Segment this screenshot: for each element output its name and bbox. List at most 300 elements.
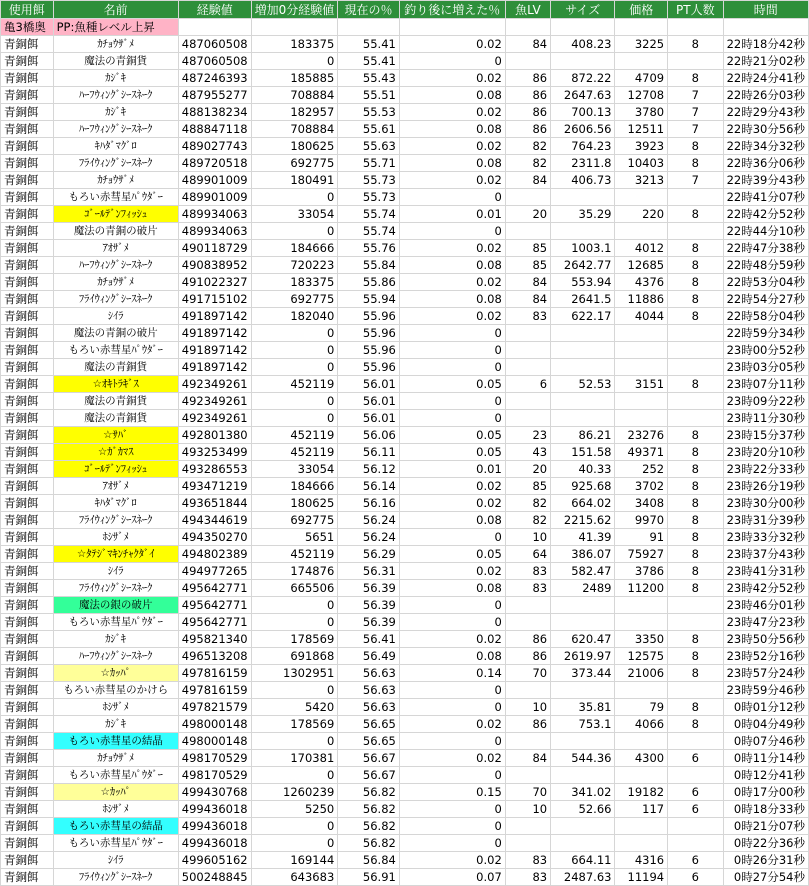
fish-level-cell: 85 [505, 478, 550, 495]
table-row [1, 801, 809, 818]
fish-name-cell: ｶﾁｮｳｻﾞﾒ [53, 172, 178, 189]
exp-gain-cell: 0 [251, 393, 338, 410]
exp-cell: 489027743 [178, 138, 251, 155]
fish-level-cell [505, 393, 550, 410]
header-cell: 経験値 [178, 1, 251, 19]
size-cell [551, 410, 615, 427]
percent-cell: 55.96 [338, 342, 400, 359]
exp-cell: 487955277 [178, 87, 251, 104]
exp-gain-cell: 692775 [251, 512, 338, 529]
size-cell: 553.94 [551, 274, 615, 291]
exp-gain-cell: 183375 [251, 274, 338, 291]
exp-cell: 490118729 [178, 240, 251, 257]
exp-cell: 488138234 [178, 104, 251, 121]
table-row [1, 716, 809, 733]
fish-name-cell: もろい赤彗星の結晶 [53, 733, 178, 750]
bait-cell: 青銅餌 [1, 308, 54, 325]
exp-cell: 497821579 [178, 699, 251, 716]
fish-name-cell: ｼｲﾗ [53, 852, 178, 869]
percent-cell: 56.65 [338, 733, 400, 750]
header-row [1, 1, 809, 19]
exp-gain-cell: 0 [251, 614, 338, 631]
table-row [1, 189, 809, 206]
price-cell: 3350 [615, 631, 668, 648]
bait-cell: 青銅餌 [1, 189, 54, 206]
fish-name-cell: ☆ｶﾞｶﾏｽ [53, 444, 178, 461]
size-cell: 151.58 [551, 444, 615, 461]
bait-cell: 青銅餌 [1, 801, 54, 818]
exp-cell: 487060508 [178, 53, 251, 70]
fish-name-cell: もろい赤彗星ﾊﾟｳﾀﾞｰ [53, 189, 178, 206]
fish-level-cell: 20 [505, 461, 550, 478]
time-cell: 22時58分04秒 [723, 308, 808, 325]
exp-gain-cell: 170381 [251, 750, 338, 767]
price-cell [615, 767, 668, 784]
size-cell: 373.44 [551, 665, 615, 682]
percent-cell: 56.01 [338, 376, 400, 393]
fish-name-cell: もろい赤彗星ﾊﾟｳﾀﾞｰ [53, 342, 178, 359]
party-size-cell: 6 [668, 750, 723, 767]
time-cell: 23時22分33秒 [723, 461, 808, 478]
size-cell [551, 53, 615, 70]
table-row [1, 274, 809, 291]
table-row [1, 648, 809, 665]
time-cell: 23時46分01秒 [723, 597, 808, 614]
fish-name-cell: ｶｼﾞｷ [53, 104, 178, 121]
table-row [1, 665, 809, 682]
size-cell: 41.39 [551, 529, 615, 546]
bait-cell: 青銅餌 [1, 87, 54, 104]
size-cell: 341.02 [551, 784, 615, 801]
bait-cell: 青銅餌 [1, 699, 54, 716]
exp-cell: 494350270 [178, 529, 251, 546]
price-cell: 21006 [615, 665, 668, 682]
exp-cell: 491897142 [178, 308, 251, 325]
exp-cell: 491715102 [178, 291, 251, 308]
price-cell [615, 733, 668, 750]
table-row [1, 580, 809, 597]
party-size-cell: 8 [668, 512, 723, 529]
fish-name-cell: ﾌﾗｲｳｨﾝｸﾞｼｰｽﾈｰｸ [53, 512, 178, 529]
price-cell [615, 53, 668, 70]
table-row [1, 529, 809, 546]
bait-cell: 青銅餌 [1, 529, 54, 546]
percent-increase-cell: 0 [399, 393, 505, 410]
percent-cell: 55.61 [338, 121, 400, 138]
fish-name-cell: ｺﾞｰﾙﾃﾞﾝﾌｨｯｼｭ [53, 461, 178, 478]
time-cell: 22時30分56秒 [723, 121, 808, 138]
table-row [1, 359, 809, 376]
percent-cell: 56.06 [338, 427, 400, 444]
fish-name-cell: ﾊｰﾌｳｨﾝｸﾞｼｰｽﾈｰｸ [53, 257, 178, 274]
price-cell [615, 325, 668, 342]
fish-level-cell [505, 614, 550, 631]
party-size-cell: 8 [668, 563, 723, 580]
exp-gain-cell: 0 [251, 223, 338, 240]
fish-level-cell: 83 [505, 308, 550, 325]
exp-gain-cell: 5250 [251, 801, 338, 818]
percent-increase-cell: 0.08 [399, 512, 505, 529]
percent-increase-cell: 0 [399, 325, 505, 342]
fish-level-cell: 10 [505, 801, 550, 818]
bait-cell: 青銅餌 [1, 512, 54, 529]
party-size-cell: 8 [668, 376, 723, 393]
exp-gain-cell: 184666 [251, 240, 338, 257]
exp-gain-cell: 720223 [251, 257, 338, 274]
party-size-cell: 6 [668, 784, 723, 801]
bait-cell: 青銅餌 [1, 631, 54, 648]
fish-level-cell: 84 [505, 36, 550, 53]
table-row [1, 308, 809, 325]
bait-cell: 青銅餌 [1, 750, 54, 767]
time-cell: 23時47分23秒 [723, 614, 808, 631]
size-cell: 2311.8 [551, 155, 615, 172]
fish-name-cell: 魔法の青銅貨 [53, 53, 178, 70]
fish-name-cell: ｼｲﾗ [53, 308, 178, 325]
percent-increase-cell: 0.02 [399, 478, 505, 495]
percent-increase-cell: 0 [399, 410, 505, 427]
percent-increase-cell: 0.02 [399, 104, 505, 121]
note-row [1, 19, 809, 36]
exp-cell: 491897142 [178, 359, 251, 376]
price-cell: 12575 [615, 648, 668, 665]
table-row [1, 546, 809, 563]
percent-increase-cell: 0.08 [399, 291, 505, 308]
bait-cell: 青銅餌 [1, 359, 54, 376]
party-size-cell [668, 818, 723, 835]
size-cell: 700.13 [551, 104, 615, 121]
percent-cell: 55.86 [338, 274, 400, 291]
fish-level-cell: 86 [505, 104, 550, 121]
size-cell [551, 818, 615, 835]
fish-level-cell: 86 [505, 87, 550, 104]
price-cell: 4044 [615, 308, 668, 325]
time-cell: 0時12分41秒 [723, 767, 808, 784]
table-row [1, 155, 809, 172]
exp-gain-cell: 665506 [251, 580, 338, 597]
price-cell: 4709 [615, 70, 668, 87]
percent-cell: 55.76 [338, 240, 400, 257]
percent-cell: 55.73 [338, 189, 400, 206]
header-cell: 現在の％ [338, 1, 400, 19]
table-row [1, 121, 809, 138]
exp-gain-cell: 0 [251, 410, 338, 427]
time-cell: 23時50分56秒 [723, 631, 808, 648]
party-size-cell: 8 [668, 70, 723, 87]
bait-cell: 青銅餌 [1, 665, 54, 682]
fish-name-cell: ｶﾁｮｳｻﾞﾒ [53, 36, 178, 53]
time-cell: 23時52分16秒 [723, 648, 808, 665]
percent-cell: 55.43 [338, 70, 400, 87]
exp-cell: 498170529 [178, 767, 251, 784]
exp-cell: 495642771 [178, 580, 251, 597]
time-cell: 0時21分07秒 [723, 818, 808, 835]
party-size-cell: 8 [668, 240, 723, 257]
size-cell: 2647.63 [551, 87, 615, 104]
bait-cell: 青銅餌 [1, 70, 54, 87]
price-cell: 4066 [615, 716, 668, 733]
price-cell: 4012 [615, 240, 668, 257]
party-size-cell: 8 [668, 274, 723, 291]
exp-gain-cell: 185885 [251, 70, 338, 87]
bait-cell: 青銅餌 [1, 767, 54, 784]
price-cell: 4300 [615, 750, 668, 767]
exp-gain-cell: 0 [251, 359, 338, 376]
bait-cell: 青銅餌 [1, 410, 54, 427]
time-cell: 23時00分52秒 [723, 342, 808, 359]
price-cell: 11194 [615, 869, 668, 886]
bait-cell: 青銅餌 [1, 733, 54, 750]
table-row [1, 410, 809, 427]
time-cell: 23時31分39秒 [723, 512, 808, 529]
header-cell: 魚LV [505, 1, 550, 19]
percent-cell: 55.84 [338, 257, 400, 274]
time-cell: 22時47分38秒 [723, 240, 808, 257]
table-row [1, 342, 809, 359]
percent-cell: 56.67 [338, 750, 400, 767]
header-cell: サイズ [551, 1, 615, 19]
party-size-cell [668, 223, 723, 240]
price-cell: 4376 [615, 274, 668, 291]
fish-name-cell: ☆ｵｷﾄﾗｷﾞｽ [53, 376, 178, 393]
bait-cell: 青銅餌 [1, 614, 54, 631]
percent-increase-cell: 0.02 [399, 240, 505, 257]
percent-cell: 56.39 [338, 580, 400, 597]
party-size-cell: 7 [668, 172, 723, 189]
party-size-cell [668, 189, 723, 206]
party-size-cell [668, 359, 723, 376]
exp-gain-cell: 452119 [251, 376, 338, 393]
table-row [1, 376, 809, 393]
table-row [1, 733, 809, 750]
percent-cell: 56.82 [338, 784, 400, 801]
percent-increase-cell: 0.14 [399, 665, 505, 682]
percent-increase-cell: 0.08 [399, 648, 505, 665]
price-cell: 75927 [615, 546, 668, 563]
price-cell: 3151 [615, 376, 668, 393]
price-cell: 3780 [615, 104, 668, 121]
table-row [1, 784, 809, 801]
percent-increase-cell: 0.01 [399, 461, 505, 478]
percent-increase-cell: 0 [399, 342, 505, 359]
party-size-cell: 8 [668, 138, 723, 155]
price-cell: 79 [615, 699, 668, 716]
header-cell: 釣り後に増えた％ [399, 1, 505, 19]
exp-cell: 497816159 [178, 665, 251, 682]
bait-cell: 青銅餌 [1, 257, 54, 274]
size-cell: 2489 [551, 580, 615, 597]
exp-gain-cell: 180491 [251, 172, 338, 189]
percent-cell: 56.24 [338, 529, 400, 546]
percent-cell: 55.53 [338, 104, 400, 121]
price-cell: 11200 [615, 580, 668, 597]
percent-increase-cell: 0.02 [399, 750, 505, 767]
bait-cell: 青銅餌 [1, 580, 54, 597]
percent-increase-cell: 0.05 [399, 427, 505, 444]
percent-cell: 56.49 [338, 648, 400, 665]
bait-cell: 青銅餌 [1, 376, 54, 393]
fish-level-cell: 85 [505, 240, 550, 257]
fish-level-cell: 83 [505, 563, 550, 580]
percent-increase-cell: 0.02 [399, 716, 505, 733]
table-row [1, 87, 809, 104]
party-size-cell: 8 [668, 648, 723, 665]
percent-cell: 56.82 [338, 818, 400, 835]
party-size-cell: 8 [668, 427, 723, 444]
party-size-cell: 8 [668, 444, 723, 461]
exp-cell: 500248845 [178, 869, 251, 886]
size-cell [551, 359, 615, 376]
percent-cell: 56.01 [338, 393, 400, 410]
fish-level-cell [505, 682, 550, 699]
fish-level-cell: 64 [505, 546, 550, 563]
bait-cell: 青銅餌 [1, 121, 54, 138]
size-cell [551, 733, 615, 750]
percent-cell: 56.01 [338, 410, 400, 427]
party-size-cell: 8 [668, 665, 723, 682]
percent-cell: 55.96 [338, 325, 400, 342]
bait-cell: 青銅餌 [1, 223, 54, 240]
price-cell: 117 [615, 801, 668, 818]
bait-cell: 青銅餌 [1, 869, 54, 886]
price-cell [615, 410, 668, 427]
table-row [1, 750, 809, 767]
party-size-cell: 7 [668, 87, 723, 104]
table-row [1, 597, 809, 614]
table-row [1, 818, 809, 835]
table-row [1, 835, 809, 852]
price-cell: 3225 [615, 36, 668, 53]
party-size-cell: 8 [668, 291, 723, 308]
time-cell: 0時18分33秒 [723, 801, 808, 818]
percent-increase-cell: 0.08 [399, 580, 505, 597]
fish-level-cell [505, 597, 550, 614]
exp-gain-cell: 1302951 [251, 665, 338, 682]
table-row [1, 444, 809, 461]
percent-increase-cell: 0.07 [399, 869, 505, 886]
percent-cell: 56.41 [338, 631, 400, 648]
percent-increase-cell: 0 [399, 529, 505, 546]
fish-name-cell: もろい赤彗星の結晶 [53, 818, 178, 835]
price-cell [615, 835, 668, 852]
price-cell [615, 359, 668, 376]
exp-cell: 491897142 [178, 342, 251, 359]
time-cell: 22時26分03秒 [723, 87, 808, 104]
bait-cell: 青銅餌 [1, 325, 54, 342]
size-cell: 52.53 [551, 376, 615, 393]
fish-name-cell: ﾊｰﾌｳｨﾝｸﾞｼｰｽﾈｰｸ [53, 648, 178, 665]
exp-cell: 494977265 [178, 563, 251, 580]
price-cell: 12511 [615, 121, 668, 138]
party-size-cell: 8 [668, 580, 723, 597]
percent-cell: 56.84 [338, 852, 400, 869]
size-cell: 2641.5 [551, 291, 615, 308]
time-cell: 22時34分32秒 [723, 138, 808, 155]
bait-cell: 青銅餌 [1, 291, 54, 308]
party-size-cell: 8 [668, 257, 723, 274]
party-size-cell: 6 [668, 852, 723, 869]
percent-cell: 56.63 [338, 665, 400, 682]
fish-level-cell: 10 [505, 529, 550, 546]
bait-cell: 青銅餌 [1, 427, 54, 444]
fish-name-cell: ｷﾊﾀﾞﾏｸﾞﾛ [53, 138, 178, 155]
percent-increase-cell: 0.02 [399, 495, 505, 512]
time-cell: 22時21分02秒 [723, 53, 808, 70]
fish-level-cell [505, 818, 550, 835]
fish-level-cell [505, 325, 550, 342]
exp-gain-cell: 0 [251, 818, 338, 835]
party-size-cell: 8 [668, 631, 723, 648]
fish-name-cell: ｺﾞｰﾙﾃﾞﾝﾌｨｯｼｭ [53, 206, 178, 223]
fish-name-cell: ｶｼﾞｷ [53, 716, 178, 733]
price-cell: 91 [615, 529, 668, 546]
price-cell: 12685 [615, 257, 668, 274]
percent-cell: 56.82 [338, 835, 400, 852]
fish-name-cell: もろい赤彗星ﾊﾟｳﾀﾞｰ [53, 835, 178, 852]
table-row [1, 461, 809, 478]
exp-cell: 489901009 [178, 189, 251, 206]
exp-cell: 493471219 [178, 478, 251, 495]
fish-level-cell [505, 359, 550, 376]
time-cell: 22時24分41秒 [723, 70, 808, 87]
price-cell [615, 597, 668, 614]
percent-cell: 56.11 [338, 444, 400, 461]
fish-name-cell: ﾌﾗｲｳｨﾝｸﾞｼｰｽﾈｰｸ [53, 291, 178, 308]
exp-gain-cell: 182040 [251, 308, 338, 325]
size-cell: 622.17 [551, 308, 615, 325]
fish-name-cell: ｶｼﾞｷ [53, 70, 178, 87]
exp-gain-cell: 33054 [251, 461, 338, 478]
fish-level-cell: 43 [505, 444, 550, 461]
price-cell [615, 818, 668, 835]
price-cell [615, 682, 668, 699]
party-size-cell [668, 733, 723, 750]
percent-cell: 56.24 [338, 512, 400, 529]
fish-level-cell: 86 [505, 716, 550, 733]
fish-name-cell: ﾊｰﾌｳｨﾝｸﾞｼｰｽﾈｰｸ [53, 121, 178, 138]
fish-level-cell: 70 [505, 665, 550, 682]
fish-name-cell: ﾎｼｻﾞﾒ [53, 529, 178, 546]
exp-cell: 496513208 [178, 648, 251, 665]
fish-level-cell: 86 [505, 648, 550, 665]
percent-increase-cell: 0.02 [399, 563, 505, 580]
table-row [1, 36, 809, 53]
fish-level-cell: 84 [505, 172, 550, 189]
percent-cell: 56.65 [338, 716, 400, 733]
fish-level-cell: 83 [505, 852, 550, 869]
fish-name-cell: 魔法の青銅貨 [53, 393, 178, 410]
price-cell: 3786 [615, 563, 668, 580]
exp-cell: 488847118 [178, 121, 251, 138]
bait-cell: 青銅餌 [1, 648, 54, 665]
fish-name-cell: 魔法の青銅貨 [53, 410, 178, 427]
table-row [1, 699, 809, 716]
time-cell: 23時26分19秒 [723, 478, 808, 495]
percent-increase-cell: 0.08 [399, 121, 505, 138]
percent-increase-cell: 0 [399, 597, 505, 614]
exp-cell: 498000148 [178, 716, 251, 733]
party-size-cell: 8 [668, 546, 723, 563]
price-cell: 252 [615, 461, 668, 478]
percent-increase-cell: 0.02 [399, 631, 505, 648]
fish-name-cell: もろい赤彗星ﾊﾟｳﾀﾞｰ [53, 614, 178, 631]
size-cell: 52.66 [551, 801, 615, 818]
party-size-cell: 6 [668, 869, 723, 886]
time-cell: 22時53分04秒 [723, 274, 808, 291]
bait-cell: 青銅餌 [1, 546, 54, 563]
fish-level-cell: 82 [505, 512, 550, 529]
bait-cell: 青銅餌 [1, 682, 54, 699]
